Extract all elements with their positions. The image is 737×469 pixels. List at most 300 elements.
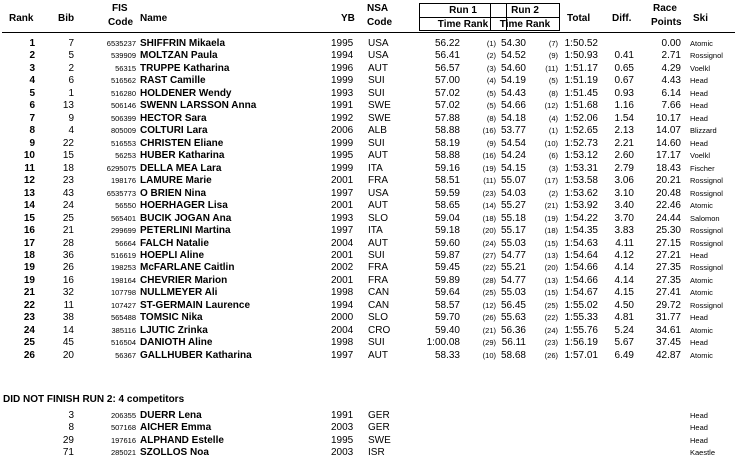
- table-row: [0, 163, 737, 175]
- run1-header: Run 1: [420, 4, 506, 18]
- cell-diff: 1.16: [614, 100, 634, 112]
- cell-r1r: (27): [482, 250, 496, 260]
- cell-nsa: FRA: [368, 175, 388, 187]
- cell-total: 1:56.19: [564, 337, 598, 349]
- cell-rank: 10: [23, 150, 35, 162]
- cell-r2t: 54.60: [500, 62, 526, 74]
- cell-bib: 25: [62, 212, 74, 224]
- cell-name: ALPHAND Estelle: [140, 434, 224, 446]
- cell-ski: Atomic: [690, 201, 713, 211]
- cell-rank: 18: [23, 249, 35, 261]
- run2-subheader: Time Rank: [499, 19, 551, 30]
- cell-bib: 28: [62, 237, 74, 249]
- cell-bib: 38: [62, 312, 74, 324]
- cell-bib: 13: [62, 100, 74, 112]
- cell-r2t: 54.43: [500, 87, 526, 99]
- cell-r2r: (20): [544, 263, 558, 273]
- cell-rank: 22: [23, 299, 35, 311]
- cell-rank: 11: [24, 162, 35, 174]
- cell-ski: Rossignol: [690, 300, 723, 310]
- cell-r2t: 54.15: [500, 162, 526, 174]
- cell-fis: 206355: [110, 411, 136, 420]
- cell-pts: 22.46: [655, 200, 681, 212]
- cell-bib: 16: [62, 274, 74, 286]
- cell-r1r: (11): [483, 176, 496, 186]
- table-row: [0, 337, 737, 349]
- cell-rank: 19: [23, 274, 35, 286]
- cell-r1t: 59.45: [434, 262, 460, 274]
- cell-pts: 29.72: [655, 299, 681, 311]
- cell-r1t: 58.51: [434, 175, 460, 187]
- cell-name: O BRIEN Nina: [140, 187, 207, 199]
- cell-yb: 1997: [331, 349, 354, 361]
- cell-nsa: SWE: [368, 100, 391, 112]
- cell-pts: 14.07: [655, 125, 681, 137]
- cell-name: DUERR Lena: [140, 410, 202, 421]
- cell-r1r: (2): [486, 51, 496, 61]
- cell-diff: 0.41: [614, 50, 634, 62]
- cell-name: HOEPLI Aline: [140, 249, 205, 261]
- cell-fis: 506399: [110, 113, 136, 123]
- cell-r2r: (11): [545, 63, 558, 73]
- cell-r1r: (9): [486, 138, 496, 148]
- header-race-points-top: Race: [653, 3, 677, 14]
- cell-r1r: (5): [486, 101, 496, 111]
- cell-diff: 3.83: [614, 225, 634, 237]
- cell-rank: 12: [23, 175, 35, 187]
- cell-ski: Atomic: [690, 350, 713, 360]
- cell-r2t: 55.17: [500, 225, 526, 237]
- cell-nsa: GER: [368, 422, 390, 434]
- cell-ski: Head: [690, 88, 708, 98]
- cell-r1t: 58.65: [434, 200, 460, 212]
- cell-pts: 6.14: [661, 87, 681, 99]
- cell-r2t: 53.77: [500, 125, 526, 137]
- cell-r2r: (17): [544, 176, 558, 186]
- cell-diff: 3.40: [614, 200, 634, 212]
- cell-nsa: CAN: [368, 287, 390, 299]
- table-row: [0, 63, 737, 75]
- cell-r1r: (23): [482, 188, 496, 198]
- cell-yb: 1995: [331, 38, 354, 49]
- cell-ski: Head: [690, 338, 708, 348]
- cell-rank: 19: [23, 262, 35, 274]
- cell-pts: 27.41: [655, 287, 681, 299]
- cell-r1t: 59.16: [434, 162, 460, 174]
- cell-r2r: (22): [544, 313, 558, 323]
- cell-fis: 516619: [110, 250, 136, 260]
- cell-fis: 805009: [110, 126, 136, 136]
- cell-r1t: 58.88: [434, 125, 460, 137]
- cell-r2r: (18): [544, 226, 558, 236]
- cell-pts: 24.44: [655, 212, 681, 224]
- cell-name: HECTOR Sara: [140, 112, 207, 124]
- cell-yb: 2003: [331, 447, 354, 459]
- cell-r2r: (6): [548, 151, 558, 161]
- dnf-row: [0, 447, 737, 459]
- cell-ski: Head: [690, 138, 708, 148]
- cell-pts: 10.17: [655, 112, 681, 124]
- cell-name: HOLDENER Wendy: [140, 87, 232, 99]
- cell-total: 1:50.52: [564, 38, 598, 49]
- cell-r2r: (23): [544, 338, 558, 348]
- table-row: [0, 125, 737, 137]
- cell-total: 1:52.65: [564, 125, 598, 137]
- header-divider: [2, 32, 735, 33]
- cell-yb: 1997: [331, 187, 354, 199]
- cell-diff: 2.13: [614, 125, 634, 137]
- cell-nsa: SUI: [368, 249, 385, 261]
- cell-diff: 0.67: [614, 75, 634, 87]
- cell-r1r: (5): [486, 88, 496, 98]
- cell-diff: 6.49: [614, 349, 634, 361]
- cell-pts: 0.00: [661, 38, 681, 49]
- cell-pts: 27.35: [655, 274, 681, 286]
- cell-r2r: (9): [548, 51, 558, 61]
- cell-bib: 9: [68, 112, 74, 124]
- cell-r1t: 57.88: [434, 112, 460, 124]
- cell-total: 1:52.06: [564, 112, 598, 124]
- cell-total: 1:53.12: [564, 150, 598, 162]
- cell-rank: 24: [23, 324, 35, 336]
- cell-diff: 4.15: [614, 287, 634, 299]
- cell-fis: 516562: [110, 76, 136, 86]
- cell-rank: 5: [29, 87, 35, 99]
- cell-name: DANIOTH Aline: [140, 337, 213, 349]
- dnf-title: DID NOT FINISH RUN 2: 4 competitors: [3, 394, 185, 405]
- cell-diff: 5.67: [614, 337, 634, 349]
- table-row: [0, 50, 737, 62]
- cell-r2t: 54.77: [500, 274, 526, 286]
- cell-r1r: (25): [482, 288, 496, 298]
- cell-r2r: (13): [544, 275, 558, 285]
- run1-subheader: Time Rank: [437, 19, 489, 30]
- table-row: [0, 113, 737, 125]
- cell-r1t: 59.04: [434, 212, 460, 224]
- table-row: [0, 250, 737, 262]
- cell-nsa: CRO: [368, 324, 391, 336]
- cell-total: 1:55.02: [564, 299, 598, 311]
- cell-name: SWENN LARSSON Anna: [140, 100, 257, 112]
- cell-yb: 2001: [331, 175, 354, 187]
- cell-r1r: (8): [486, 113, 496, 123]
- cell-fis: 56664: [115, 238, 136, 248]
- cell-bib: 20: [62, 349, 74, 361]
- cell-r2t: 55.03: [500, 287, 526, 299]
- cell-nsa: AUT: [368, 150, 388, 162]
- cell-fis: 56367: [115, 350, 136, 360]
- cell-nsa: AUT: [368, 349, 388, 361]
- cell-r2r: (10): [544, 138, 558, 148]
- cell-total: 1:54.64: [564, 249, 598, 261]
- cell-r1t: 59.18: [434, 225, 460, 237]
- cell-yb: 1991: [331, 100, 354, 112]
- cell-r1r: (18): [482, 213, 496, 223]
- cell-ski: Rossignol: [690, 263, 723, 273]
- cell-nsa: CAN: [368, 299, 390, 311]
- dnf-row: [0, 435, 737, 447]
- cell-r2t: 55.21: [500, 262, 526, 274]
- cell-ski: Head: [690, 113, 708, 123]
- cell-fis: 565488: [110, 313, 136, 323]
- cell-r1r: (20): [482, 226, 496, 236]
- cell-pts: 7.66: [661, 100, 681, 112]
- cell-fis: 6535773: [106, 188, 136, 198]
- cell-bib: 2: [68, 62, 74, 74]
- cell-rank: 23: [23, 312, 35, 324]
- cell-nsa: SUI: [368, 87, 385, 99]
- cell-r2r: (12): [544, 101, 558, 111]
- cell-name: CHEVRIER Marion: [140, 274, 228, 286]
- cell-bib: 8: [68, 422, 74, 434]
- cell-rank: 25: [23, 337, 35, 349]
- table-row: [0, 88, 737, 100]
- table-row: [0, 262, 737, 274]
- cell-pts: 27.35: [655, 262, 681, 274]
- cell-total: 1:53.58: [564, 175, 598, 187]
- cell-yb: 2004: [331, 237, 354, 249]
- header-total: Total: [567, 13, 591, 24]
- header-yb: YB: [341, 13, 355, 24]
- cell-nsa: SLO: [368, 312, 389, 324]
- cell-fis: 516553: [110, 138, 136, 148]
- cell-pts: 14.60: [655, 137, 681, 149]
- cell-r1r: (28): [482, 275, 496, 285]
- cell-bib: 45: [62, 337, 74, 349]
- cell-total: 1:54.63: [564, 237, 598, 249]
- cell-r1t: 58.19: [434, 137, 460, 149]
- cell-name: NULLMEYER Ali: [140, 287, 218, 299]
- cell-name: CHRISTEN Eliane: [140, 137, 224, 149]
- cell-diff: 2.60: [614, 150, 634, 162]
- run2-header-box: [490, 3, 560, 31]
- cell-ski: Head: [690, 101, 708, 111]
- cell-fis: 6295075: [106, 163, 136, 173]
- cell-r2r: (2): [548, 188, 558, 198]
- cell-r1t: 57.00: [434, 75, 460, 87]
- cell-r2r: (1): [548, 126, 558, 136]
- cell-r1r: (26): [482, 313, 496, 323]
- cell-r2r: (13): [544, 250, 558, 260]
- cell-rank: 21: [23, 287, 35, 299]
- cell-name: MOLTZAN Paula: [140, 50, 218, 62]
- cell-yb: 1998: [331, 337, 354, 349]
- cell-ski: Rossignol: [690, 188, 723, 198]
- cell-diff: 5.24: [614, 324, 634, 336]
- cell-pts: 4.43: [661, 75, 681, 87]
- header-name: Name: [140, 13, 168, 24]
- cell-nsa: FRA: [368, 262, 388, 274]
- cell-name: LAMURE Marie: [140, 175, 212, 187]
- cell-yb: 2001: [331, 249, 354, 261]
- cell-ski: Voelkl: [690, 63, 711, 73]
- cell-pts: 37.45: [655, 337, 681, 349]
- table-row: [0, 200, 737, 212]
- table-row: [0, 188, 737, 200]
- cell-total: 1:52.73: [564, 137, 598, 149]
- cell-yb: 1995: [331, 150, 354, 162]
- cell-bib: 36: [62, 249, 74, 261]
- cell-r2t: 54.30: [500, 38, 526, 49]
- cell-fis: 198164: [110, 275, 136, 285]
- cell-diff: 4.14: [614, 274, 634, 286]
- cell-pts: 42.87: [655, 349, 681, 361]
- cell-bib: 4: [68, 125, 74, 137]
- cell-bib: 23: [62, 175, 74, 187]
- cell-name: HOERHAGER Lisa: [140, 200, 228, 212]
- cell-fis: 516280: [110, 88, 136, 98]
- cell-nsa: SWE: [368, 112, 391, 124]
- cell-r2t: 54.19: [500, 75, 526, 87]
- cell-total: 1:55.76: [564, 324, 598, 336]
- cell-yb: 1996: [331, 62, 354, 74]
- cell-name: SZOLLOS Noa: [140, 447, 209, 459]
- cell-r1r: (3): [486, 63, 496, 73]
- cell-fis: 107427: [110, 300, 136, 310]
- cell-r1r: (4): [486, 76, 496, 86]
- cell-bib: 6: [68, 75, 74, 87]
- cell-fis: 507168: [110, 423, 136, 433]
- cell-r1r: (12): [482, 300, 496, 310]
- header-bib: Bib: [58, 13, 75, 24]
- cell-yb: 1992: [331, 112, 354, 124]
- cell-bib: 24: [62, 200, 74, 212]
- cell-fis: 539909: [110, 51, 136, 61]
- cell-name: SHIFFRIN Mikaela: [140, 38, 226, 49]
- cell-r1t: 56.41: [434, 50, 460, 62]
- cell-r2r: (3): [548, 163, 558, 173]
- table-row: [0, 350, 737, 362]
- cell-name: HUBER Katharina: [140, 150, 225, 162]
- cell-diff: 4.14: [614, 262, 634, 274]
- cell-name: PETERLINI Martina: [140, 225, 231, 237]
- cell-name: COLTURI Lara: [140, 125, 208, 137]
- cell-total: 1:53.92: [564, 200, 598, 212]
- cell-r2t: 54.03: [500, 187, 526, 199]
- cell-total: 1:53.62: [564, 187, 598, 199]
- table-row: [0, 300, 737, 312]
- cell-fis: 565401: [110, 213, 136, 223]
- cell-yb: 2004: [331, 324, 354, 336]
- cell-ski: Atomic: [690, 39, 713, 48]
- cell-name: GALLHUBER Katharina: [140, 349, 252, 361]
- cell-yb: 1991: [331, 410, 354, 421]
- cell-ski: Atomic: [690, 288, 713, 298]
- cell-pts: 17.17: [655, 150, 681, 162]
- cell-r1t: 56.57: [434, 62, 460, 74]
- cell-rank: 7: [29, 112, 35, 124]
- cell-bib: 32: [62, 287, 74, 299]
- dnf-row: [0, 422, 737, 434]
- cell-ski: Head: [690, 76, 708, 86]
- cell-yb: 1999: [331, 137, 354, 149]
- cell-r1r: (16): [482, 151, 496, 161]
- cell-total: 1:54.67: [564, 287, 598, 299]
- cell-fis: 299699: [110, 226, 136, 236]
- cell-r2r: (24): [544, 325, 558, 335]
- cell-ski: Kaestle: [690, 448, 716, 458]
- cell-r1t: 56.22: [434, 38, 460, 49]
- run2-header: Run 2: [491, 4, 559, 18]
- cell-diff: 2.21: [614, 137, 634, 149]
- cell-r2r: (19): [544, 213, 558, 223]
- cell-name: AICHER Emma: [140, 422, 212, 434]
- cell-diff: 3.70: [614, 212, 634, 224]
- cell-r1r: (22): [482, 263, 496, 273]
- cell-r2r: (7): [548, 39, 558, 48]
- header-ski: Ski: [693, 13, 709, 24]
- cell-fis: 198253: [110, 263, 136, 273]
- cell-r1t: 1:00.08: [426, 337, 460, 349]
- cell-name: ST-GERMAIN Laurence: [140, 299, 251, 311]
- cell-r2t: 55.63: [500, 312, 526, 324]
- cell-bib: 43: [62, 187, 74, 199]
- cell-fis: 285021: [110, 448, 136, 458]
- cell-r1t: 59.64: [434, 287, 460, 299]
- cell-name: TRUPPE Katharina: [140, 62, 230, 74]
- cell-fis: 56550: [115, 201, 136, 211]
- cell-ski: Head: [690, 250, 708, 260]
- cell-name: DELLA MEA Lara: [140, 162, 222, 174]
- cell-total: 1:51.45: [564, 87, 598, 99]
- cell-bib: 18: [62, 162, 74, 174]
- cell-pts: 18.43: [655, 162, 681, 174]
- cell-rank: 17: [23, 237, 35, 249]
- cell-total: 1:50.93: [564, 50, 598, 62]
- cell-fis: 6535237: [106, 39, 136, 48]
- cell-name: TOMSIC Nika: [140, 312, 203, 324]
- cell-r1t: 58.88: [434, 150, 460, 162]
- cell-total: 1:51.17: [564, 62, 598, 74]
- cell-fis: 107798: [110, 288, 136, 298]
- cell-ski: Voelkl: [690, 151, 711, 161]
- cell-rank: 9: [29, 137, 35, 149]
- cell-r1t: 59.89: [434, 274, 460, 286]
- cell-r2t: 55.03: [500, 237, 526, 249]
- header-fis-code-top: FIS: [112, 3, 128, 14]
- cell-nsa: SUI: [368, 137, 385, 149]
- cell-nsa: ALB: [368, 125, 387, 137]
- cell-ski: Salomon: [690, 213, 720, 223]
- table-row: [0, 325, 737, 337]
- cell-yb: 1995: [331, 434, 354, 446]
- cell-r1t: 57.02: [434, 100, 460, 112]
- cell-name: RAST Camille: [140, 75, 206, 87]
- cell-r2t: 54.66: [500, 100, 526, 112]
- cell-diff: 3.06: [614, 175, 634, 187]
- cell-pts: 31.77: [655, 312, 681, 324]
- cell-ski: Rossignol: [690, 226, 723, 236]
- cell-yb: 1994: [331, 50, 354, 62]
- cell-ski: Fischer: [690, 163, 715, 173]
- table-row: [0, 238, 737, 250]
- cell-yb: 2001: [331, 200, 354, 212]
- cell-total: 1:51.19: [564, 75, 598, 87]
- cell-bib: 11: [63, 299, 74, 311]
- cell-r1r: (19): [482, 163, 496, 173]
- cell-r2t: 55.27: [500, 200, 526, 212]
- cell-fis: 198176: [110, 176, 136, 186]
- cell-r2t: 56.36: [500, 324, 526, 336]
- cell-r1r: (10): [482, 350, 496, 360]
- cell-yb: 2006: [331, 125, 354, 137]
- cell-total: 1:53.31: [564, 162, 598, 174]
- cell-yb: 2000: [331, 312, 354, 324]
- cell-bib: 3: [68, 410, 74, 421]
- cell-bib: 22: [62, 137, 74, 149]
- cell-r1t: 59.87: [434, 249, 460, 261]
- cell-fis: 56315: [115, 63, 136, 73]
